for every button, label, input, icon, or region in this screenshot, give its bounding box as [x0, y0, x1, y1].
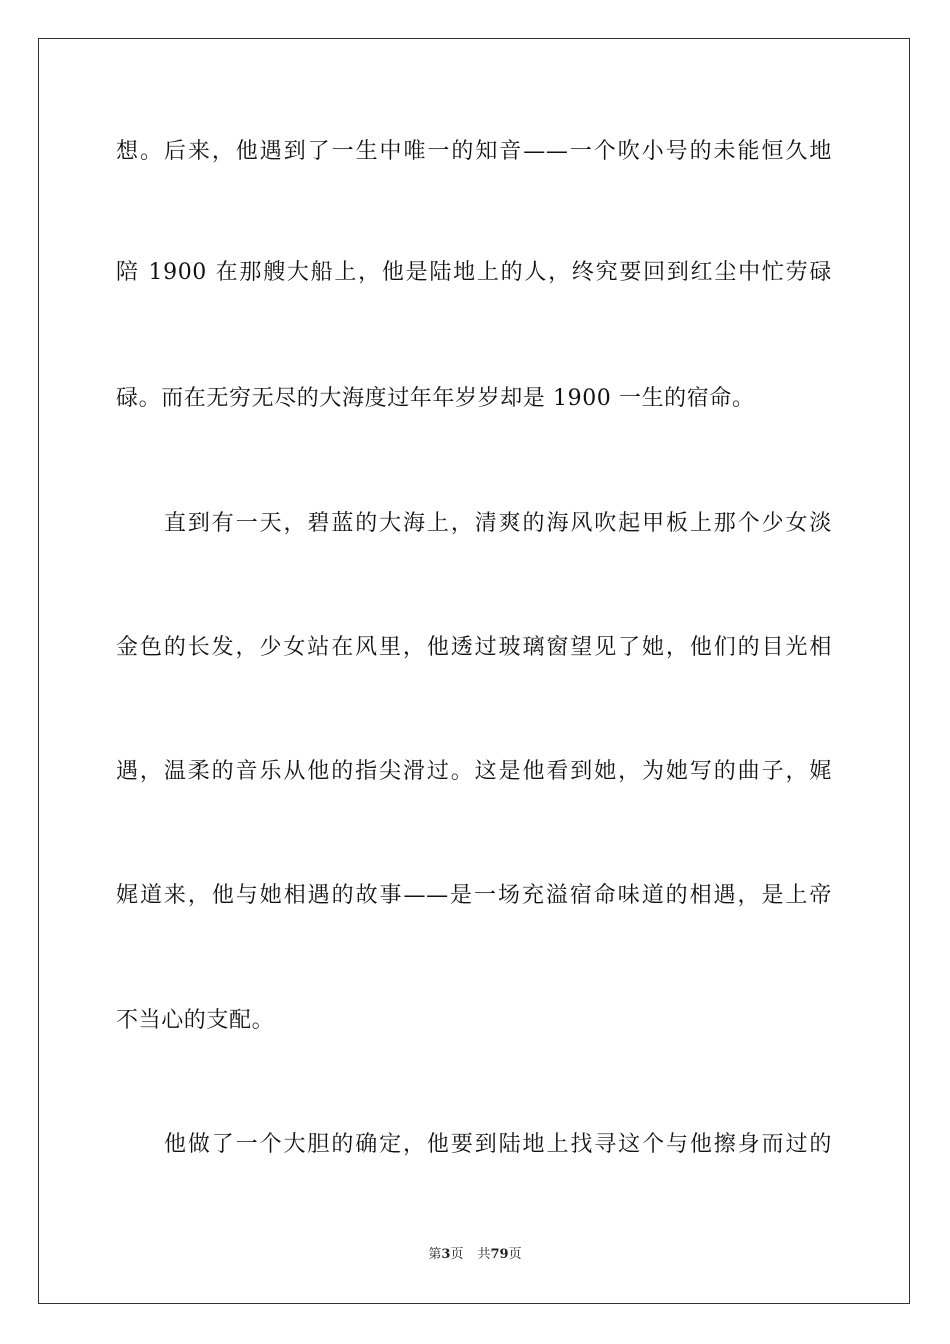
- page-border: [38, 38, 910, 1304]
- page-prefix: 第: [428, 1247, 442, 1262]
- total-prefix: 共: [477, 1247, 491, 1262]
- paragraph-line: 碌。而在无穷无尽的大海度过年年岁岁却是 1900 一生的宿命。: [116, 386, 755, 411]
- paragraph-line: 遇，温柔的音乐从他的指尖滑过。这是他看到她，为她写的曲子，娓: [116, 759, 832, 784]
- page-footer: [0, 1246, 950, 1264]
- page-suffix: 页: [450, 1247, 464, 1262]
- paragraph-line: 陪 1900 在那艘大船上，他是陆地上的人，终究要回到红尘中忙劳碌: [116, 260, 832, 285]
- paragraph-line: 金色的长发，少女站在风里，他透过玻璃窗望见了她，他们的目光相: [116, 635, 832, 660]
- paragraph-line: 想。后来，他遇到了一生中唯一的知音——一个吹小号的未能恒久地: [116, 139, 832, 164]
- total-suffix: 页: [508, 1247, 522, 1262]
- page-number: 3: [441, 1247, 451, 1262]
- paragraph-line: 直到有一天，碧蓝的大海上，清爽的海风吹起甲板上那个少女淡: [164, 511, 832, 536]
- paragraph-line: 娓道来，他与她相遇的故事——是一场充溢宿命味道的相遇，是上帝: [116, 883, 832, 908]
- paragraph-line: 他做了一个大胆的确定，他要到陆地上找寻这个与他擦身而过的: [164, 1132, 832, 1157]
- total-pages: 79: [490, 1247, 509, 1262]
- paragraph-line: 不当心的支配。: [116, 1008, 275, 1033]
